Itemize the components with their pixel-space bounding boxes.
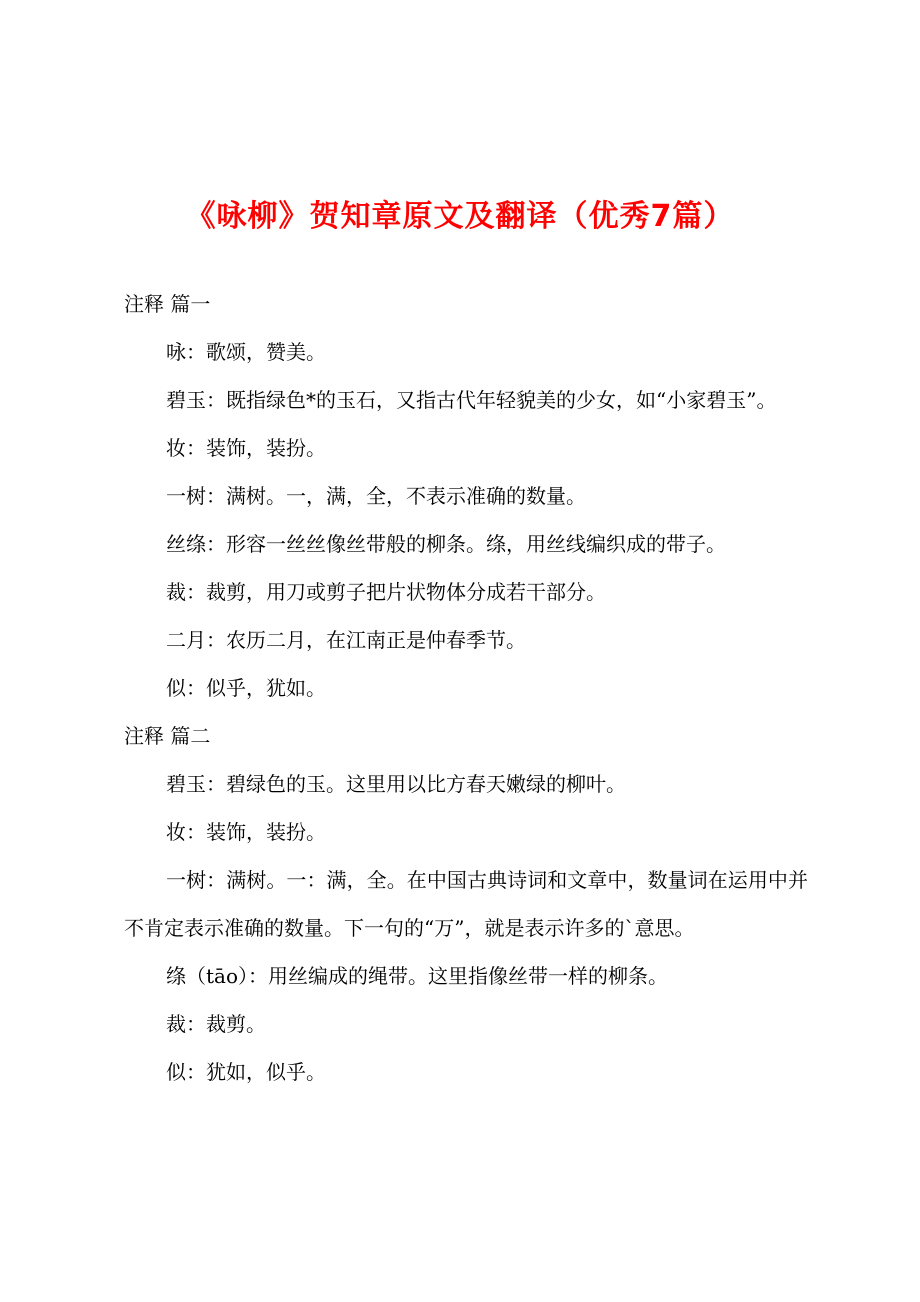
annotation-paragraph: 二月：农历二月，在江南正是仲春季节。 <box>166 628 526 652</box>
annotation-paragraph: 裁：裁剪。 <box>166 1012 266 1036</box>
document-title: 《咏柳》贺知章原文及翻译（优秀7篇） <box>185 199 735 234</box>
annotation-paragraph: 一树：满树。一，满，全，不表示准确的数量。 <box>166 484 586 508</box>
annotation-paragraph: 绦（tāo）：用丝编成的绳带。这里指像丝带一样的柳条。 <box>166 964 669 988</box>
annotation-section-1 <box>124 280 808 712</box>
annotation-paragraph: 一树：满树。一：满，全。在中国古典诗词和文章中，数量词在运用中并不肯定表示准确的数量。下一句的“万”，就是表示许多的`意思。 <box>124 868 808 940</box>
annotation-paragraph: 似：犹如，似乎。 <box>166 1060 326 1084</box>
annotation-paragraph: 碧玉：既指绿色*的玉石，又指古代年轻貌美的少女，如“小家碧玉”。 <box>166 388 777 412</box>
annotation-paragraph: 妆：装饰，装扮。 <box>166 820 326 844</box>
annotation-paragraph: 妆：装饰，装扮。 <box>166 436 326 460</box>
section-heading: 注释 篇一 <box>124 292 211 316</box>
annotation-section-2 <box>124 712 808 1096</box>
document-body <box>124 280 808 1096</box>
annotation-paragraph: 咏：歌颂，赞美。 <box>166 340 326 364</box>
annotation-paragraph: 碧玉：碧绿色的玉。这里用以比方春天嫩绿的柳叶。 <box>166 772 626 796</box>
annotation-paragraph: 似：似乎，犹如。 <box>166 676 326 700</box>
annotation-paragraph: 丝绦：形容一丝丝像丝带般的柳条。绦，用丝线编织成的带子。 <box>166 532 726 556</box>
section-heading: 注释 篇二 <box>124 724 211 748</box>
annotation-paragraph: 裁：裁剪，用刀或剪子把片状物体分成若干部分。 <box>166 580 606 604</box>
